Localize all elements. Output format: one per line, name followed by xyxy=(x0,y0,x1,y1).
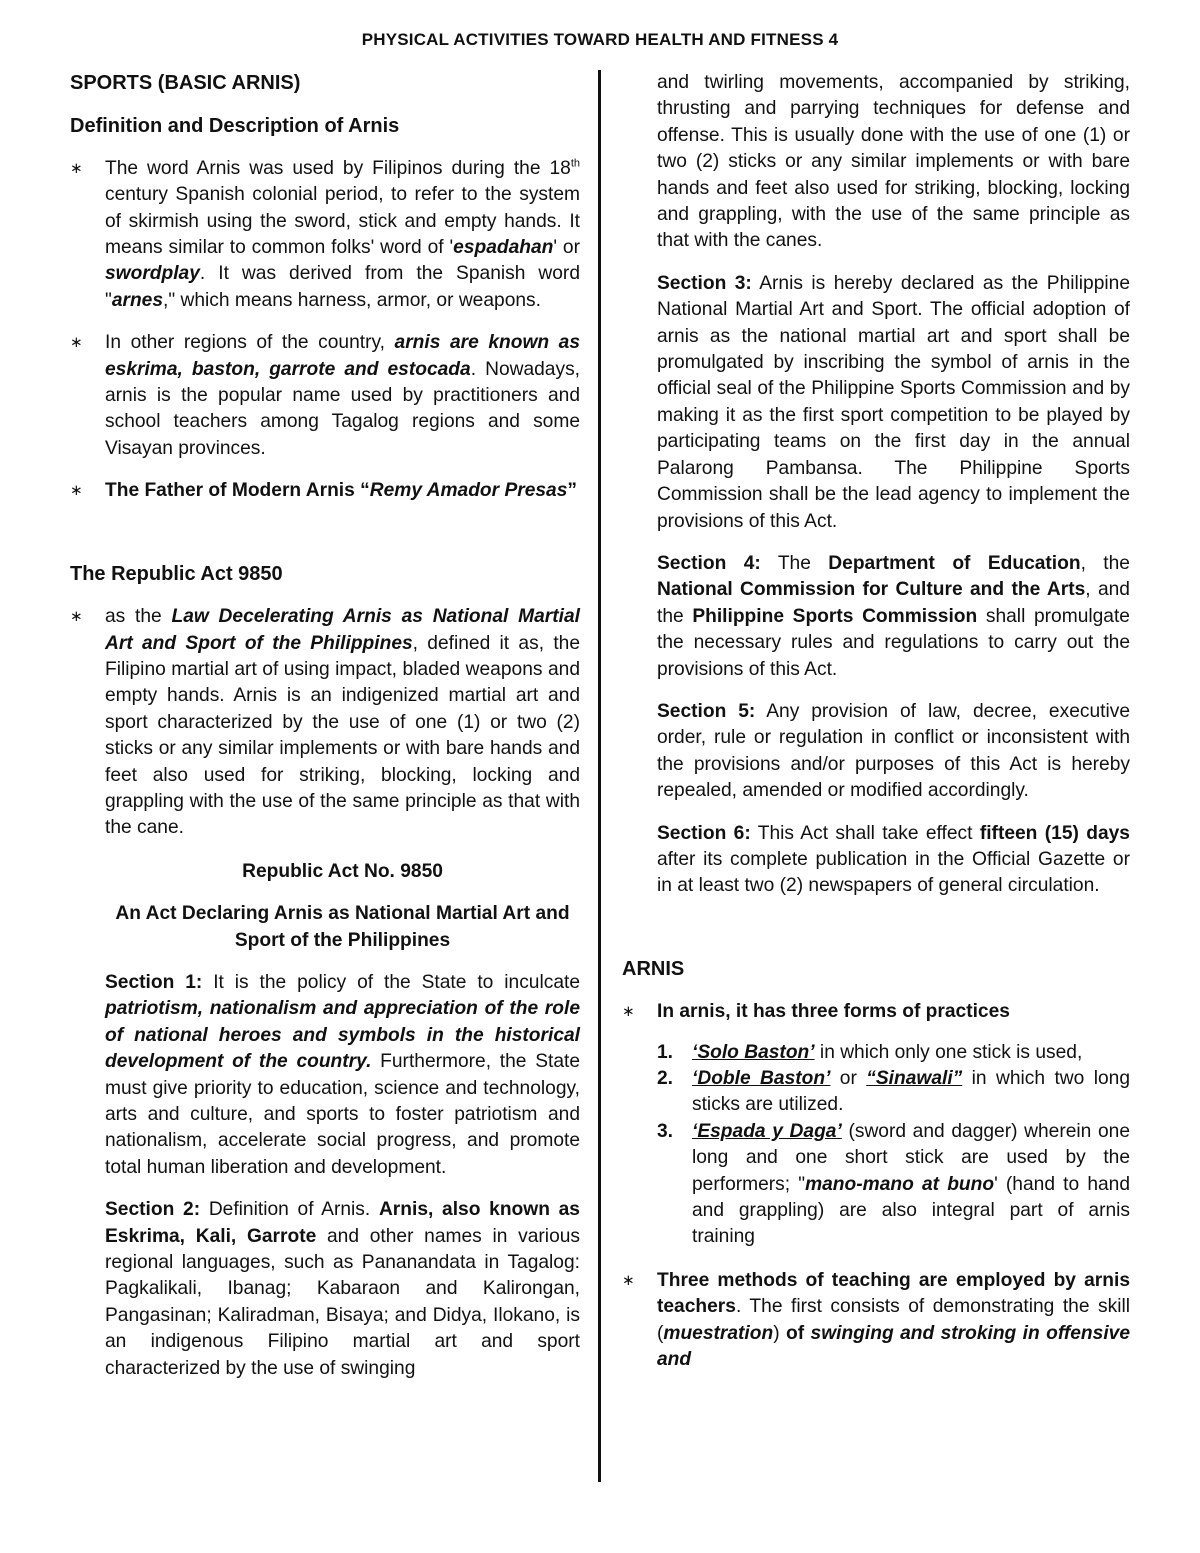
arnis-heading: ARNIS xyxy=(622,957,685,980)
republic-act-heading: The Republic Act 9850 xyxy=(70,562,283,585)
section-4: Section 4: The Department of Education, the National Commission for Culture and the Arts, and the Philippine Sports Commission shall promulgate the necessary rules and regulations to carry out the provisions of this Act. xyxy=(657,552,1130,680)
asterisk-bullet-icon: ∗ xyxy=(70,159,83,177)
ra-number-title: Republic Act No. 9850 xyxy=(242,860,443,882)
page-header: PHYSICAL ACTIVITIES TOWARD HEALTH AND FITNESS 4 xyxy=(361,30,839,49)
list-item: 3. ‘Espada y Daga’ (sword and dagger) wherein one long and one short stick are used by the performers; "mano-mano at buno' (hand to hand and grappling) are also integral part of arnis training xyxy=(657,1120,1131,1248)
asterisk-bullet-icon: ∗ xyxy=(622,1003,635,1021)
bullet-teaching-methods: ∗ Three methods of teaching are employed by arnis teachers. The first consists of demonstrating the skill (muestration) of swinging and stroking in offensive and xyxy=(622,1269,1130,1371)
section-3: Section 3: Arnis is hereby declared as the Philippine National Martial Art and Sport. The official adoption of arnis as the national martial art and sport shall be promulgated by inscribing the symbol of arnis in the official seal of the Philippine Sports Commission and by making it as the first sport competition to be played by participating teams on the first day in the annual Palarong Pambansa. The Philippine Sports Commission shall be the lead agency to implement the provisions of this Act. xyxy=(657,272,1130,532)
bullet-father-of-arnis: ∗ The Father of Modern Arnis “Remy Amador Presas” xyxy=(70,478,580,504)
section-2: Section 2: Definition of Arnis. Arnis, also known as Eskrima, Kali, Garrote and other names in various regional languages, such as Pananandata in Tagalog: Pagkalikali, Ibanag; Kabaraon and Kalirongan, Pangasinan; Kaliradman, Bisaya; and Didya, Ilokano, is an indigenous Filipino martial art and sport characterized by the use of swinging xyxy=(105,1199,581,1379)
act-title: An Act Declaring Arnis as National Martial Art and Sport of the Philippines xyxy=(115,903,570,951)
section-6: Section 6: This Act shall take effect fifteen (15) days after its complete publication in the Official Gazette or in at least two (2) newspapers of general circulation. xyxy=(657,822,1130,897)
asterisk-bullet-icon: ∗ xyxy=(70,608,83,626)
section-title: SPORTS (BASIC ARNIS) xyxy=(70,72,301,94)
column-divider xyxy=(598,70,601,1482)
asterisk-bullet-icon: ∗ xyxy=(70,334,83,352)
forms-list xyxy=(622,1040,1130,1251)
asterisk-bullet-icon: ∗ xyxy=(70,482,83,500)
bullet-arnis-word: ∗ The word Arnis was used by Filipinos during the 18th century Spanish colonial period, to refer to the system of skirmish using the sword, stick and empty hands. It means similar to common folks' word of 'espadahan' or swordplay. It was derived from the Spanish word "arnes," which means harness, armor, or weapons. xyxy=(70,157,580,311)
section-5: Section 5: Any provision of law, decree, executive order, rule or regulation in conflict or inconsistent with the provisions and/or purposes of this Act is hereby repealed, amended or modified accordingly. xyxy=(657,700,1130,802)
list-item: 1. ‘Solo Baston’ in which only one stick is used, xyxy=(657,1041,1083,1063)
section-2-continued: and twirling movements, accompanied by striking, thrusting and parrying techniques for defense and offense. This is usually done with the use of one (1) or two (2) sticks or any similar implements or with bare hands and feet also used for striking, blocking, locking and grappling, with the use of the same principle as that with the canes. xyxy=(657,72,1130,252)
list-item: 2. ‘Doble Baston’ or “Sinawali” in which two long sticks are utilized. xyxy=(657,1068,1130,1116)
definition-heading: Definition and Description of Arnis xyxy=(70,115,400,138)
bullet-forms-of-practice: ∗ In arnis, it has three forms of practices xyxy=(622,999,1130,1025)
bullet-republic-act: ∗ as the Law Decelerating Arnis as National Martial Art and Sport of the Philippines, defined it as, the Filipino martial art of using impact, bladed weapons and empty hands. Arnis is an indigenized martial art and sport characterized by the use of one (1) or two (2) sticks or any similar implements or with bare hands and feet also used for striking, blocking, locking and grappling with the use of the same principle as that with the cane. xyxy=(70,606,580,839)
left-column xyxy=(70,70,580,1382)
bullet-other-regions: ∗ In other regions of the country, arnis are known as eskrima, baston, garrote and estocada. Nowadays, arnis is the popular name used by practitioners and school teachers among Tagalog regions and some Visayan provinces. xyxy=(70,332,581,459)
right-column xyxy=(622,70,1130,1373)
section-1: Section 1: It is the policy of the State to inculcate patriotism, nationalism and appreciation of the role of national heroes and symbols in the historical development of the country. Furthermore, the State must give priority to education, science and technology, arts and culture, and sports to foster patriotism and nationalism, accelerate social progress, and promote total human liberation and development. xyxy=(105,971,580,1178)
asterisk-bullet-icon: ∗ xyxy=(622,1271,635,1289)
